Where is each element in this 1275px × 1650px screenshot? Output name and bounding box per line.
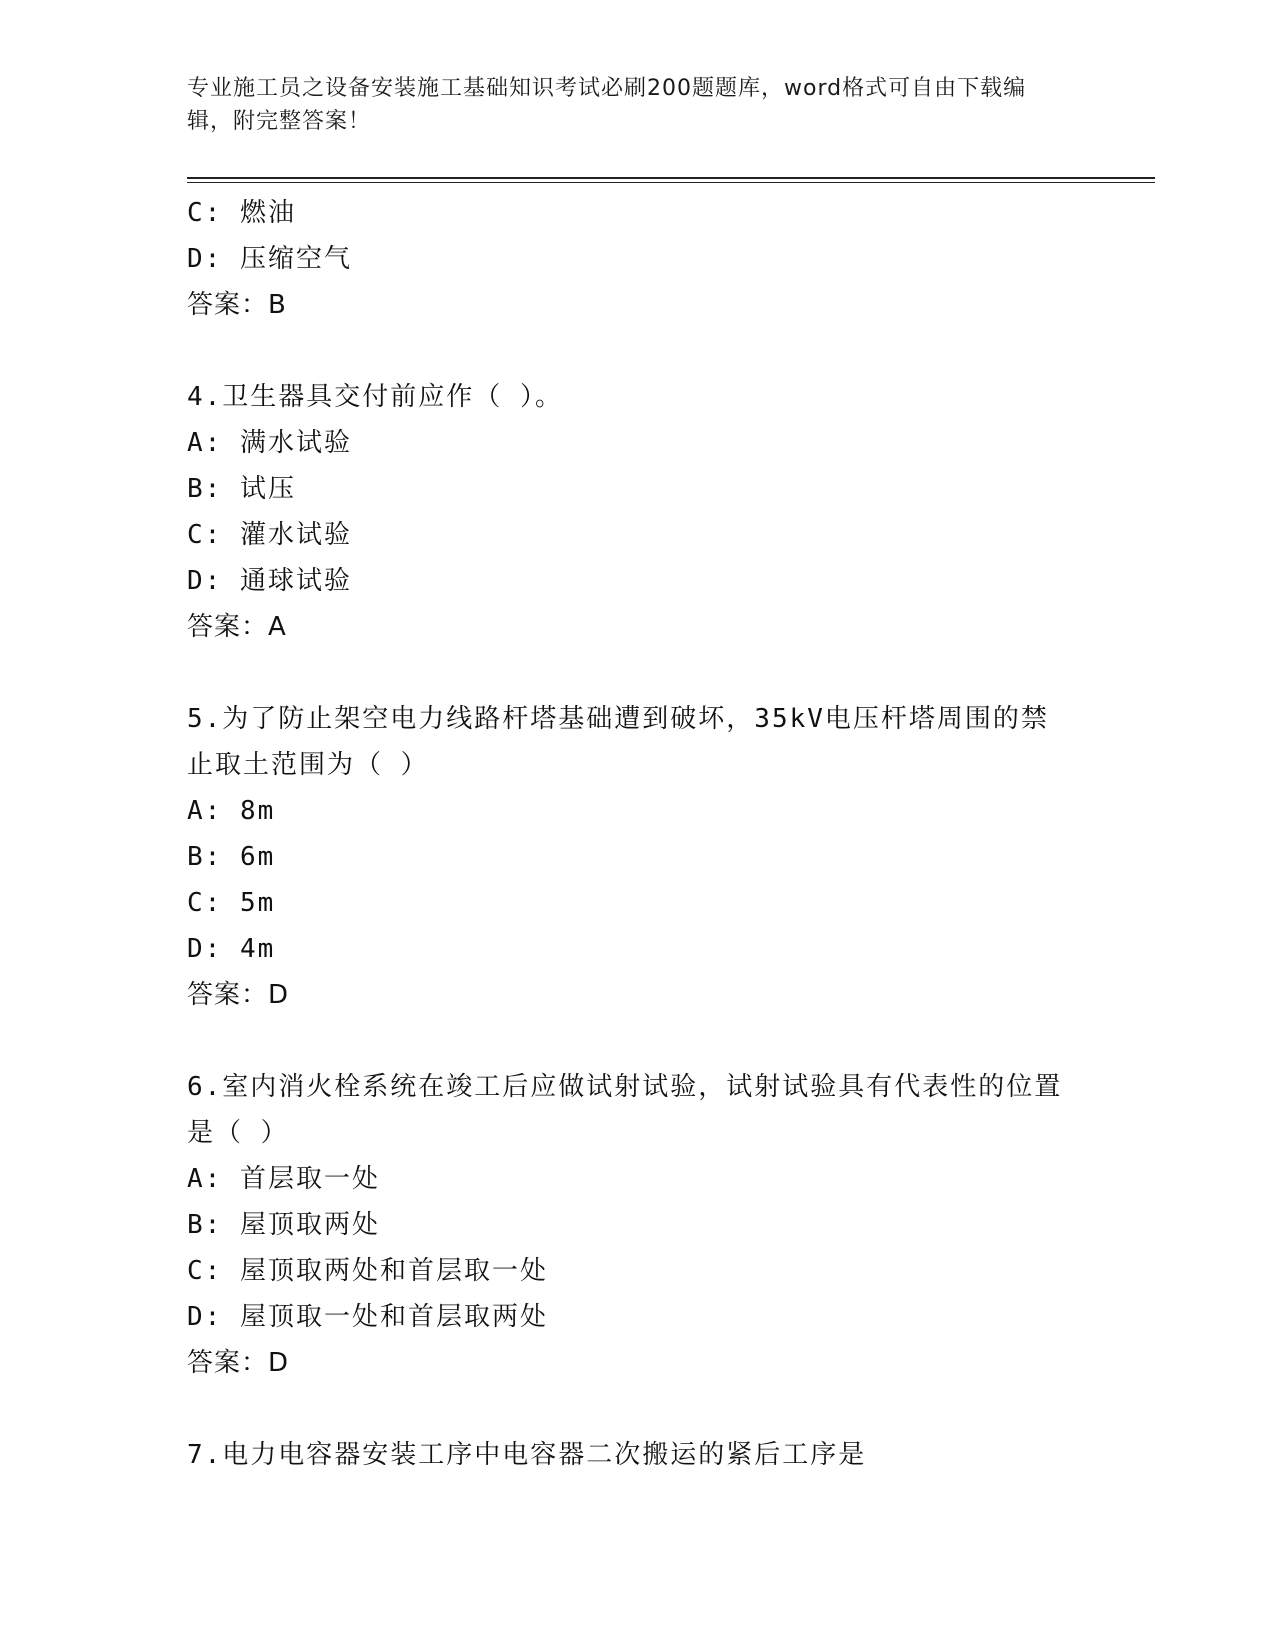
question-text: 4.卫生器具交付前应作（ ）。 [187, 382, 563, 412]
option-b: B: 屋顶取两处 [187, 1210, 380, 1240]
option-c: C: 灌水试验 [187, 520, 352, 550]
question-text: 5.为了防止架空电力线路杆塔基础遭到破坏，35kV电压杆塔周围的禁止取土范围为（ ） [187, 704, 1049, 780]
question-6 [187, 1064, 1067, 1386]
option-c: C: 5m [187, 888, 276, 918]
question-5 [187, 696, 1067, 1018]
question-7 [187, 1432, 1067, 1478]
answer-line: 答案：D [187, 1348, 290, 1378]
option-c: C: 屋顶取两处和首层取一处 [187, 1256, 548, 1286]
answer-line: 答案：A [187, 612, 287, 642]
spacer [187, 650, 1067, 696]
option-b: B: 试压 [187, 474, 296, 504]
option-d: D: 屋顶取一处和首层取两处 [187, 1302, 548, 1332]
spacer [187, 1386, 1067, 1432]
option-b: B: 6m [187, 842, 276, 872]
option-a: A: 8m [187, 796, 276, 826]
header-divider-thin [187, 182, 1155, 183]
option-c: C: 燃油 [187, 198, 296, 228]
option-a: A: 首层取一处 [187, 1164, 380, 1194]
option-a: A: 满水试验 [187, 428, 352, 458]
option-d: D: 通球试验 [187, 566, 352, 596]
question-list [187, 190, 1067, 1478]
header-divider [187, 177, 1155, 179]
question-4 [187, 374, 1067, 650]
page-header: 专业施工员之设备安装施工基础知识考试必刷200题题库，word格式可自由下载编辑，附完整答案！ [187, 76, 1027, 134]
answer-line: 答案：D [187, 980, 290, 1010]
spacer [187, 328, 1067, 374]
option-d: D: 4m [187, 934, 276, 964]
question-text: 7.电力电容器安装工序中电容器二次搬运的紧后工序是 [187, 1440, 867, 1470]
option-d: D: 压缩空气 [187, 244, 352, 274]
spacer [187, 1018, 1067, 1064]
question-text: 6.室内消火栓系统在竣工后应做试射试验，试射试验具有代表性的位置是（ ） [187, 1072, 1063, 1148]
question-3-tail [187, 190, 1067, 328]
answer-line: 答案：B [187, 290, 287, 320]
